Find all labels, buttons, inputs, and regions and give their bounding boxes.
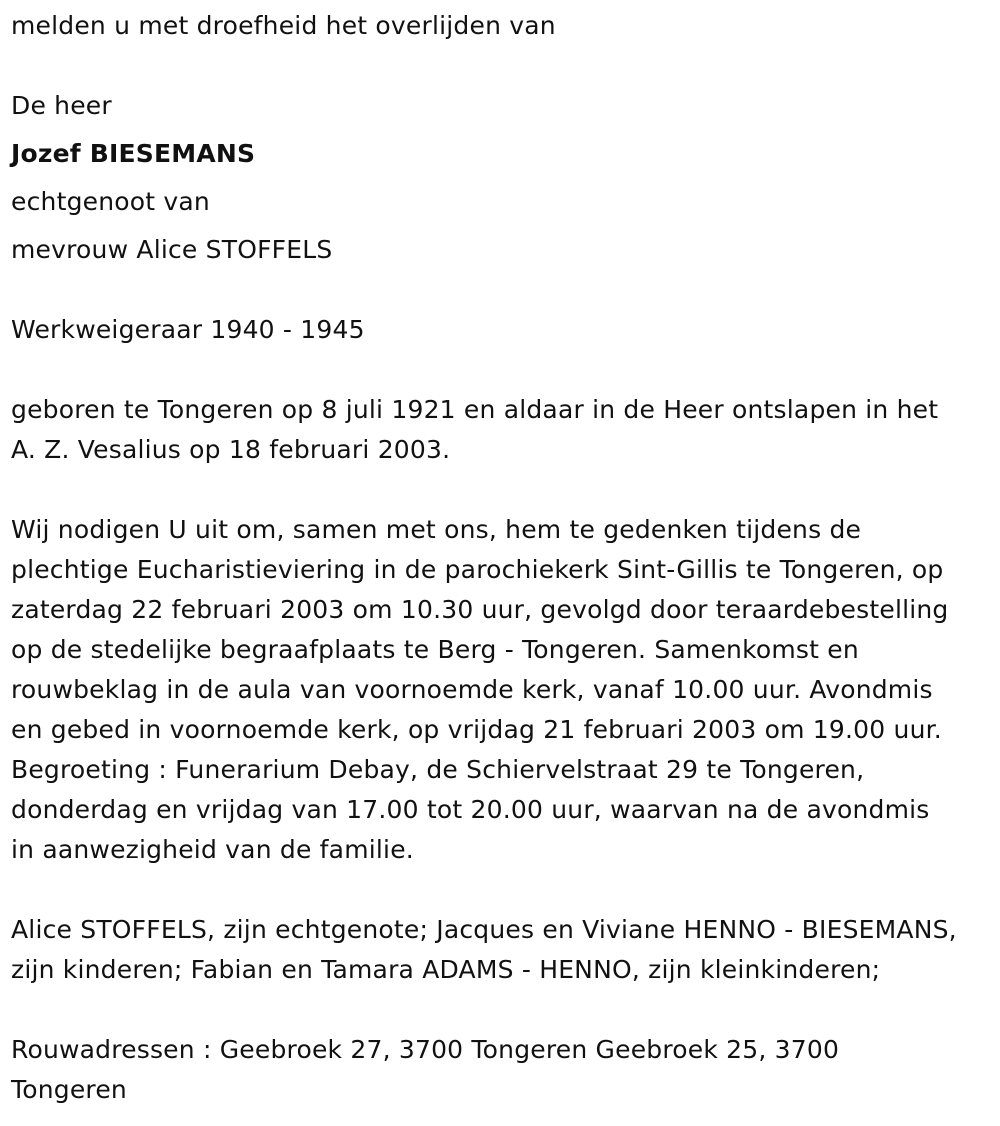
paragraph-line: zaterdag 22 februari 2003 om 10.30 uur, gevolgd door teraardebestelling xyxy=(11,595,949,624)
spacer xyxy=(11,990,996,1030)
spacer xyxy=(11,46,996,86)
spacer xyxy=(11,222,996,230)
paragraph-line: zijn kinderen; Fabian en Tamara ADAMS - HENNO, zijn kleinkinderen; xyxy=(11,955,881,984)
paragraph-line: donderdag en vrijdag van 17.00 tot 20.00 uur, waarvan na de avondmis xyxy=(11,795,930,824)
paragraph-line: geboren te Tongeren op 8 juli 1921 en aldaar in de Heer ontslapen in het xyxy=(11,395,939,424)
note-text: Werkweigeraar 1940 - 1945 xyxy=(11,315,365,344)
paragraph-line: Wij nodigen U uit om, samen met ons, hem te gedenken tijdens de xyxy=(11,515,862,544)
paragraph-line: Alice STOFFELS, zijn echtgenote; Jacques en Viviane HENNO - BIESEMANS, xyxy=(11,915,957,944)
paragraph-line: en gebed in voornoemde kerk, op vrijdag 21 februari 2003 om 19.00 uur. xyxy=(11,715,942,744)
paragraph-line: Rouwadressen : Geebroek 27, 3700 Tongeren Geebroek 25, 3700 xyxy=(11,1035,840,1064)
spacer xyxy=(11,350,996,390)
deceased-name: Jozef BIESEMANS xyxy=(11,139,256,168)
spacer xyxy=(11,174,996,182)
obituary-text xyxy=(11,6,996,1110)
ceremony-paragraph xyxy=(11,510,996,870)
birth-death-paragraph xyxy=(11,390,996,470)
spacer xyxy=(11,870,996,910)
paragraph-line: in aanwezigheid van de familie. xyxy=(11,835,414,864)
spacer xyxy=(11,126,996,134)
title-prefix: De heer xyxy=(11,91,112,120)
paragraph-line: op de stedelijke begraafplaats te Berg - Tongeren. Samenkomst en xyxy=(11,635,859,664)
paragraph-line: rouwbeklag in de aula van voornoemde kerk, vanaf 10.00 uur. Avondmis xyxy=(11,675,933,704)
spacer xyxy=(11,270,996,310)
spouse-relation: echtgenoot van xyxy=(11,187,210,216)
paragraph-line: A. Z. Vesalius op 18 februari 2003. xyxy=(11,435,451,464)
address-paragraph xyxy=(11,1030,996,1110)
intro-text: melden u met droefheid het overlijden van xyxy=(11,11,556,40)
paragraph-line: Begroeting : Funerarium Debay, de Schiervelstraat 29 te Tongeren, xyxy=(11,755,865,784)
spouse-name: mevrouw Alice STOFFELS xyxy=(11,235,333,264)
spacer xyxy=(11,470,996,510)
paragraph-line: Tongeren xyxy=(11,1075,127,1104)
family-paragraph xyxy=(11,910,996,990)
paragraph-line: plechtige Eucharistieviering in de parochiekerk Sint-Gillis te Tongeren, op xyxy=(11,555,944,584)
